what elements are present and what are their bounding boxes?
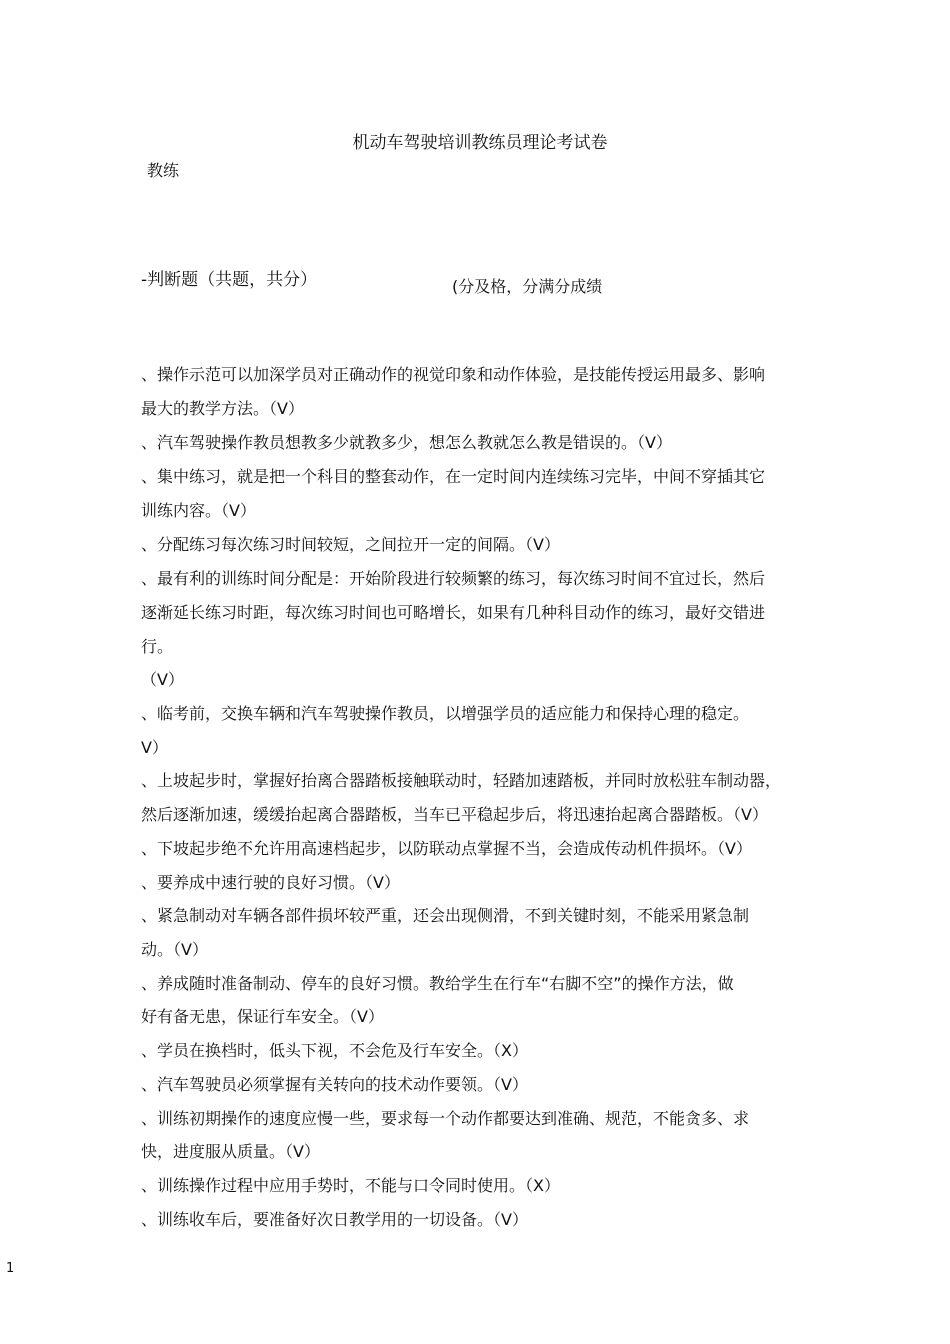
question-line: 、汽车驾驶员必须掌握有关转向的技术动作要领。（V） — [141, 1075, 528, 1094]
question-line: 、操作示范可以加深学员对正确动作的视觉印象和动作体验，是技能传授运用最多、影响 — [141, 365, 766, 384]
question-line: 快，进度服从质量。（V） — [141, 1142, 320, 1161]
page-number: 1 — [6, 1261, 15, 1276]
question-line: 、分配练习每次练习时间较短，之间拉开一定的间隔。（V） — [141, 535, 560, 554]
question-line: 动。（V） — [141, 940, 208, 959]
coach-label: 教练 — [147, 161, 180, 180]
question-line: 、训练操作过程中应用手势时，不能与口令同时使用。（X） — [141, 1176, 560, 1195]
question-line: 好有备无患，保证行车安全。（V） — [141, 1007, 384, 1026]
question-line: V） — [141, 738, 168, 757]
question-line: 、紧急制动对车辆各部件损坏较严重，还会出现侧滑，不到关键时刻，不能采用紧急制 — [141, 906, 750, 925]
question-line: 、最有利的训练时间分配是：开始阶段进行较频繁的练习，每次练习时间不宜过长，然后 — [141, 569, 766, 588]
question-line: 、学员在换档时，低头下视，不会危及行车安全。（X） — [141, 1041, 528, 1060]
question-line: 逐渐延长练习时距，每次练习时间也可略增长，如果有几种科目动作的练习，最好交错进 — [141, 603, 766, 622]
question-line: 、上坡起步时，掌握好抬离合器踏板接触联动时，轻踏加速踏板，并同时放松驻车制动器， — [141, 771, 782, 790]
question-line: 训练内容。（V） — [141, 501, 256, 520]
question-line: 、集中练习，就是把一个科目的整套动作，在一定时间内连续练习完毕，中间不穿插其它 — [141, 467, 766, 486]
question-line: （V） — [141, 670, 184, 689]
question-line: 然后逐渐加速，缓缓抬起离合器踏板，当车已平稳起步后，将迅速抬起离合器踏板。（V） — [141, 805, 768, 824]
question-line: 、养成随时准备制动、停车的良好习惯。教给学生在行车“右脚不空”的操作方法，做 — [141, 974, 734, 993]
question-line: 、要养成中速行驶的良好习惯。（V） — [141, 873, 400, 892]
question-line: 行。 — [141, 637, 174, 656]
question-line: 最大的教学方法。（V） — [141, 399, 304, 418]
page-title: 机动车驾驶培训教练员理论考试卷 — [352, 133, 608, 153]
question-line: 、临考前，交换车辆和汽车驾驶操作教员，以增强学员的适应能力和保持心理的稳定。 — [141, 704, 750, 723]
question-line: 、训练收车后，要准备好次日教学用的一切设备。（V） — [141, 1210, 528, 1229]
question-line: 、训练初期操作的速度应慢一些，要求每一个动作都要达到准确、规范，不能贪多、求 — [141, 1109, 750, 1128]
question-line: 、下坡起步绝不允许用高速档起步，以防联动点掌握不当，会造成传动机件损坏。（V） — [141, 839, 752, 858]
question-line: 、汽车驾驶操作教员想教多少就教多少，想怎么教就怎么教是错误的。（V） — [141, 433, 672, 452]
score-info: (分及格，分满分成绩 — [452, 277, 603, 296]
section-heading: -判断题（共题，共分） — [141, 270, 318, 290]
